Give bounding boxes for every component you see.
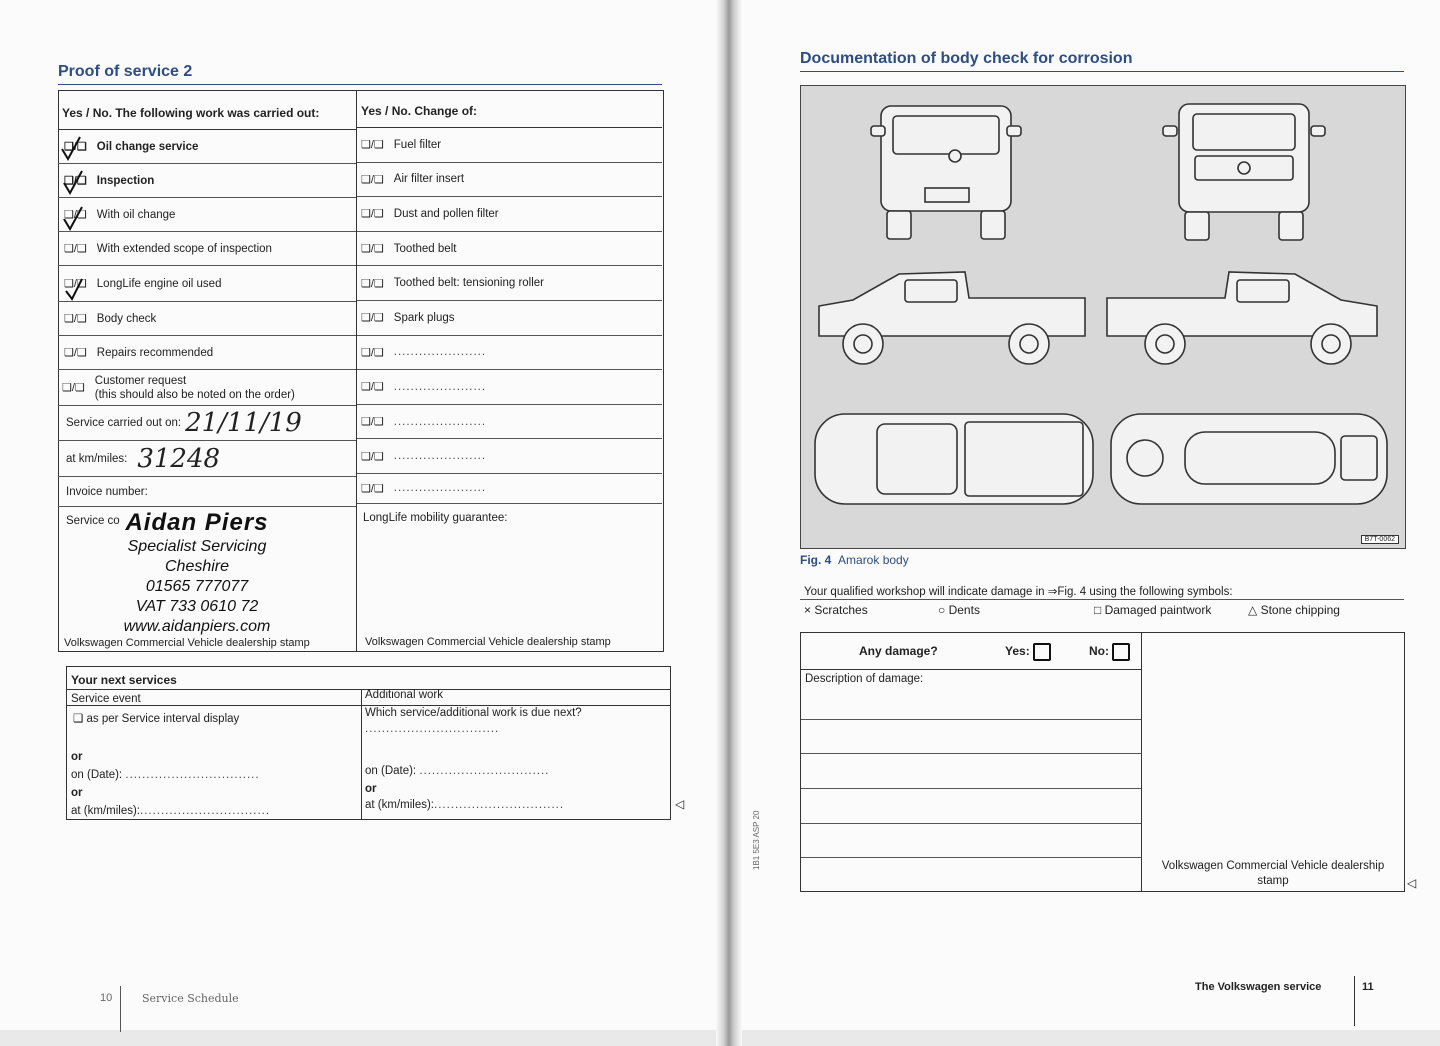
- invoice-row[interactable]: [58, 477, 356, 507]
- next-date-right[interactable]: on (Date): ...............................: [365, 765, 550, 777]
- work-label: LongLife engine oil used: [96, 277, 222, 290]
- which-service-dots[interactable]: ................................: [365, 723, 500, 735]
- km-row: [58, 441, 356, 477]
- work-checkbox[interactable]: ❑/❑: [64, 175, 87, 187]
- dealer-stamp-label-right: Volkswagen Commercial Vehicle dealership stamp: [365, 635, 611, 648]
- customer-request-row[interactable]: [58, 370, 356, 406]
- change-row[interactable]: [357, 370, 662, 405]
- change-label: Dust and pollen filter: [393, 207, 499, 220]
- dealer-stamp-label: Volkswagen Commercial Vehicle dealership stamp: [1161, 860, 1385, 887]
- service-date-row: [58, 406, 356, 441]
- stamp-line4: VAT 733 0610 72: [135, 598, 259, 615]
- km-value[interactable]: 31248: [137, 443, 221, 474]
- page-number-left: 10: [100, 992, 113, 1004]
- change-checkbox[interactable]: ❑/❑: [361, 416, 384, 429]
- change-rows: [357, 128, 662, 504]
- damage-symbol: [1094, 603, 1211, 617]
- change-checkbox[interactable]: ❑/❑: [361, 173, 384, 186]
- figure-caption: Fig. 4 Amarok body: [800, 553, 909, 567]
- change-row[interactable]: [357, 405, 662, 440]
- truck-diagram-icon: [801, 86, 1405, 548]
- footer-title-right: The Volkswagen service: [1195, 981, 1322, 993]
- figure-code: B7T-0062: [1361, 535, 1399, 544]
- next-km-right[interactable]: at (km/miles):...............................: [365, 799, 565, 811]
- no-option[interactable]: No:: [1089, 643, 1130, 661]
- change-label: Air filter insert: [393, 173, 465, 186]
- or-label-3: or: [365, 783, 377, 795]
- stamp-line5: www.aidanpiers.com: [123, 618, 271, 635]
- next-km-left[interactable]: at (km/miles):...............................: [71, 805, 271, 817]
- work-checkbox[interactable]: ❑/❑: [64, 209, 87, 221]
- col2-header: Yes / No. Change of:: [357, 90, 662, 128]
- symbol-label: Dents: [948, 603, 980, 617]
- damage-form: [800, 632, 1405, 892]
- damage-question-row: [801, 633, 1141, 670]
- change-label: ......................: [393, 415, 487, 428]
- service-date-value[interactable]: 21/11/19: [185, 408, 302, 438]
- page-number-right: 11: [1362, 981, 1374, 993]
- longlife-label: LongLife mobility guarantee:: [363, 511, 508, 524]
- invoice-label: Invoice number:: [66, 485, 148, 498]
- description-label: Description of damage:: [805, 673, 924, 685]
- yes-option[interactable]: Yes:: [1005, 643, 1051, 661]
- work-label: Body check: [96, 312, 157, 325]
- change-label: Toothed belt: tensioning roller: [393, 277, 545, 290]
- change-row[interactable]: [357, 266, 662, 301]
- symbol-glyph-icon: □: [1094, 603, 1102, 617]
- change-row[interactable]: [357, 232, 662, 267]
- change-label: ......................: [393, 450, 487, 463]
- symbol-glyph-icon: △: [1248, 603, 1258, 617]
- work-label: With extended scope of inspection: [96, 242, 272, 255]
- symbol-glyph-icon: ○: [938, 603, 946, 617]
- stamp-line3: 01565 777077: [145, 578, 249, 595]
- change-label: ......................: [393, 380, 487, 393]
- which-service-label: Which service/additional work is due next?: [365, 707, 582, 719]
- customer-request-label: Customer request: [94, 374, 187, 387]
- change-of-column: [357, 90, 662, 652]
- change-checkbox[interactable]: ❑/❑: [361, 208, 384, 221]
- page-title-left: Proof of service 2: [58, 63, 193, 80]
- work-label: Oil change service: [96, 140, 199, 153]
- change-row[interactable]: [357, 301, 662, 336]
- col1-header: Yes / No. The following work was carried out:: [58, 90, 356, 130]
- work-row[interactable]: [58, 336, 356, 370]
- change-checkbox[interactable]: ❑/❑: [361, 482, 384, 495]
- change-row[interactable]: [357, 439, 662, 474]
- title-rule-right: [800, 71, 1404, 72]
- work-label: Inspection: [96, 174, 155, 187]
- amarok-body-figure: [800, 85, 1406, 549]
- continue-arrow-left: ◁: [675, 797, 685, 811]
- service-co-label: Service co: [66, 515, 120, 527]
- or-label-2: or: [71, 787, 83, 799]
- work-label: With oil change: [96, 208, 176, 221]
- work-checkbox[interactable]: ❑/❑: [64, 141, 87, 153]
- change-checkbox[interactable]: ❑/❑: [361, 277, 384, 290]
- change-row[interactable]: [357, 128, 662, 163]
- dealer-stamp: [92, 509, 302, 637]
- next-services-box: [66, 666, 671, 820]
- as-per-display[interactable]: ❑ as per Service interval display: [73, 713, 240, 725]
- change-checkbox[interactable]: ❑/❑: [361, 381, 384, 394]
- symbols-intro: Your qualified workshop will indicate damage in ⇒Fig. 4 using the following symbols:: [804, 586, 1233, 598]
- damage-symbol: [938, 603, 980, 617]
- service-date-label: Service carried out on:: [66, 417, 182, 429]
- change-row[interactable]: [357, 474, 662, 504]
- next-date-left[interactable]: on (Date): ................................: [71, 769, 260, 781]
- km-label: at km/miles:: [66, 452, 128, 465]
- customer-request-checkbox[interactable]: ❑/❑: [62, 382, 85, 394]
- work-label: Repairs recommended: [96, 346, 214, 359]
- symbol-label: Stone chipping: [1260, 603, 1340, 617]
- service-event-label: Service event: [71, 693, 141, 705]
- page-fold: [716, 0, 742, 1046]
- footer-divider-right: [1354, 976, 1355, 1026]
- stamp-line2: Cheshire: [164, 558, 230, 575]
- symbols-rule: [800, 599, 1404, 600]
- next-services-title: Your next services: [71, 673, 177, 687]
- change-row[interactable]: [357, 197, 662, 232]
- work-rows: [58, 130, 356, 370]
- work-row[interactable]: [58, 164, 356, 198]
- damage-symbol: [804, 603, 868, 617]
- stamp-name: Aidan Piers: [125, 509, 269, 536]
- any-damage-label: Any damage?: [859, 644, 938, 658]
- work-row[interactable]: [58, 266, 356, 302]
- longlife-area: [357, 504, 662, 652]
- footer-title-left: Service Schedule: [142, 992, 239, 1005]
- dealer-stamp-label-left: Volkswagen Commercial Vehicle dealership stamp: [64, 637, 310, 649]
- yes-checkbox[interactable]: [1033, 643, 1051, 661]
- no-checkbox[interactable]: [1112, 643, 1130, 661]
- continue-arrow-right: ◁: [1407, 876, 1417, 890]
- additional-work-label: Additional work: [365, 689, 443, 701]
- check-marks-icon: [58, 135, 98, 305]
- work-row[interactable]: [58, 302, 356, 336]
- title-rule-left: [58, 84, 662, 85]
- work-checkbox[interactable]: ❑/❑: [64, 243, 87, 255]
- side-code: 1B1 5E3 ASP 20: [752, 810, 761, 870]
- change-checkbox[interactable]: ❑/❑: [361, 346, 384, 359]
- work-checkbox[interactable]: ❑/❑: [64, 347, 87, 359]
- page-title-right: Documentation of body check for corrosion: [800, 50, 1133, 67]
- change-checkbox[interactable]: ❑/❑: [361, 450, 384, 463]
- change-checkbox[interactable]: ❑/❑: [361, 243, 384, 256]
- work-row[interactable]: [58, 198, 356, 232]
- change-row[interactable]: [357, 163, 662, 198]
- symbol-glyph-icon: ×: [804, 603, 812, 617]
- footer-divider-left: [120, 986, 121, 1032]
- work-row[interactable]: [58, 232, 356, 266]
- change-label: Fuel filter: [393, 138, 442, 151]
- change-label: Spark plugs: [393, 311, 455, 324]
- change-row[interactable]: [357, 336, 662, 371]
- symbol-label: Scratches: [814, 603, 868, 617]
- work-checkbox[interactable]: ❑/❑: [64, 278, 87, 290]
- change-label: ......................: [393, 346, 487, 359]
- or-label-1: or: [71, 751, 83, 763]
- work-checkbox[interactable]: ❑/❑: [64, 313, 87, 325]
- tick-marks: [58, 135, 98, 310]
- change-label: Toothed belt: [393, 242, 457, 255]
- damage-symbol: [1248, 603, 1340, 617]
- change-checkbox[interactable]: ❑/❑: [361, 139, 384, 152]
- customer-request-note: (this should also be noted on the order): [94, 388, 295, 401]
- symbol-label: Damaged paintwork: [1104, 603, 1212, 617]
- work-row[interactable]: [58, 130, 356, 164]
- stamp-line1: Specialist Servicing: [127, 538, 267, 555]
- change-label: ......................: [393, 482, 487, 495]
- change-checkbox[interactable]: ❑/❑: [361, 312, 384, 325]
